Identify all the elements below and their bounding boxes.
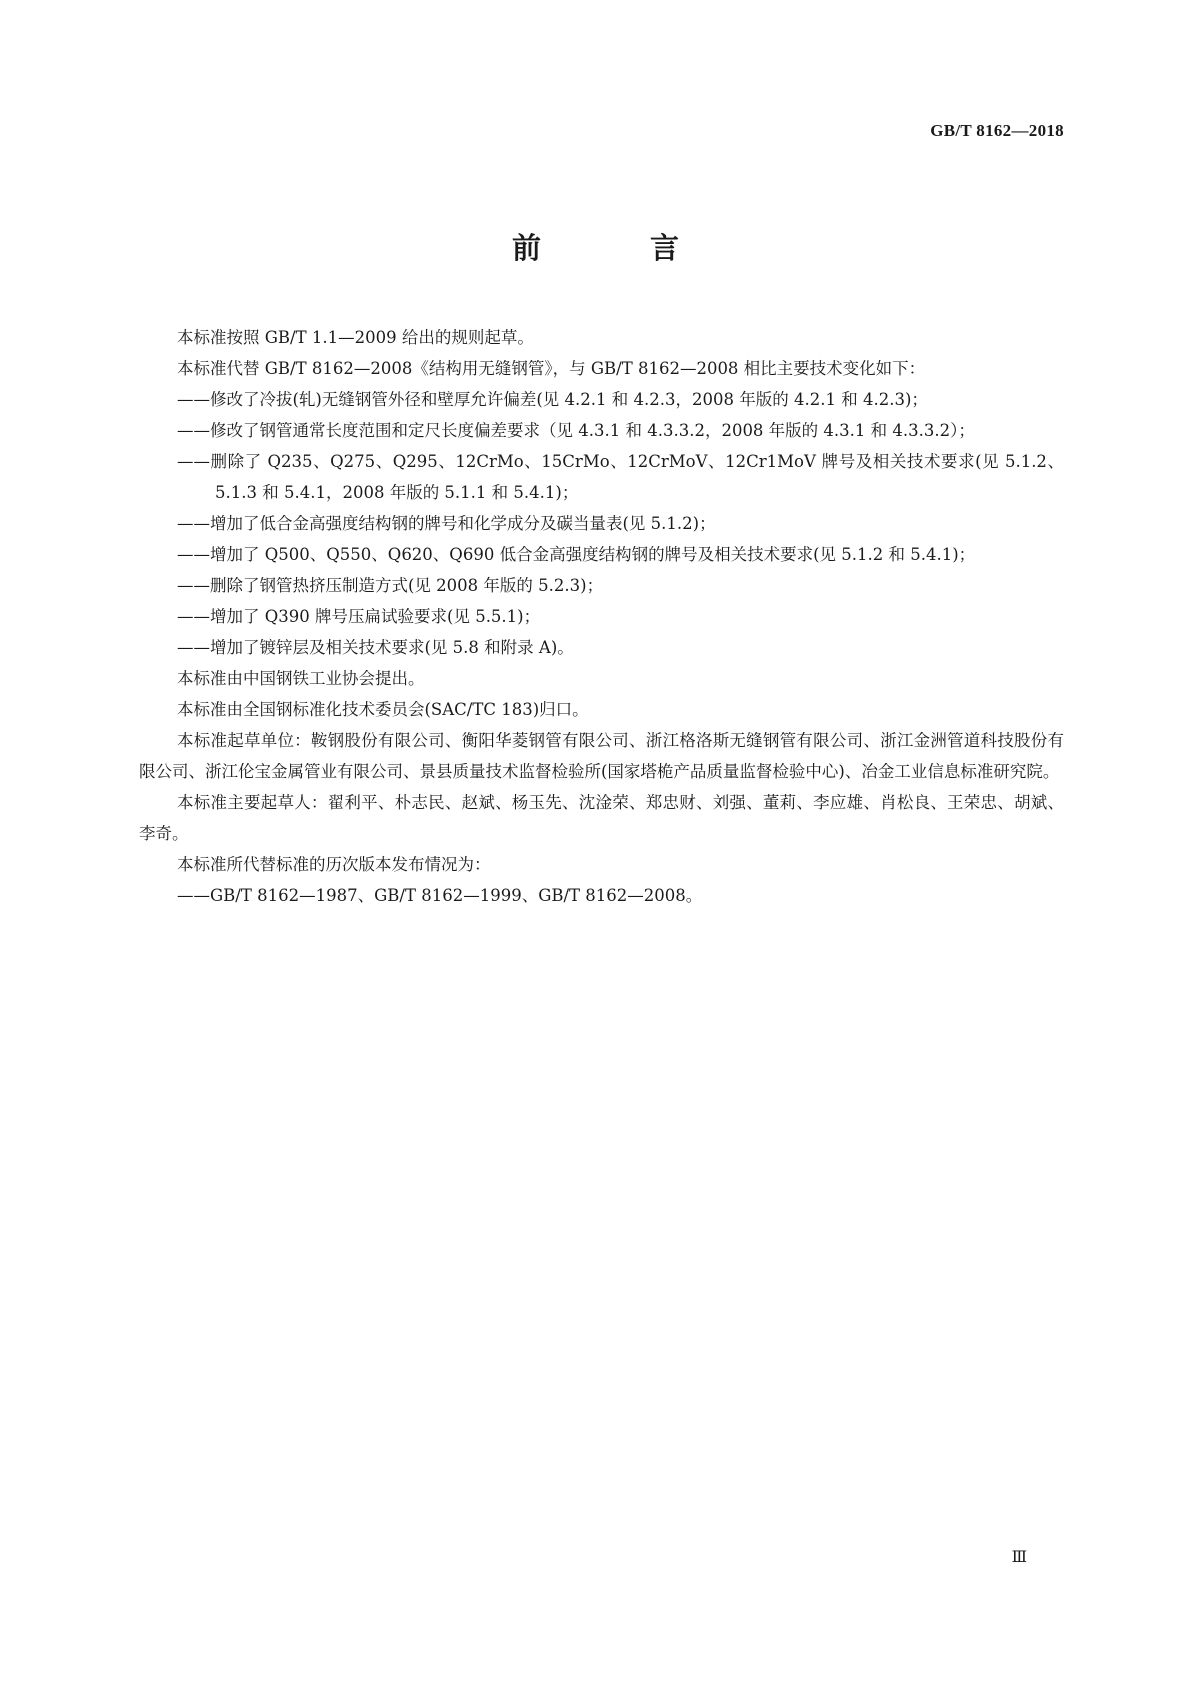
change-item: ——增加了 Q390 牌号压扁试验要求(见 5.5.1)； — [177, 607, 541, 626]
standard-code: GB/T 8162—2018 — [930, 121, 1064, 140]
paragraph: 本标准代替 GB/T 8162—2008《结构用无缝钢管》，与 GB/T 8162—2008 相比主要技术变化如下： — [177, 359, 926, 378]
foreword-body — [139, 322, 1064, 911]
page-number: Ⅲ — [1011, 1549, 1027, 1566]
page-title: 前 言 — [511, 231, 719, 265]
change-item: ——增加了 Q500、Q550、Q620、Q690 低合金高强度结构钢的牌号及相关技术要求(见 5.1.2 和 5.4.1)； — [177, 545, 976, 564]
paragraph: 本标准由中国钢铁工业协会提出。 — [177, 669, 425, 688]
drafting-units: 本标准起草单位：鞍钢股份有限公司、衡阳华菱钢管有限公司、浙江格洛斯无缝钢管有限公司、浙江金洲管道科技股份有限公司、浙江伦宝金属管业有限公司、景县质量技术监督检验所(国家塔桅产品质量监督检验中心)、冶金工业信息标准研究院。 — [139, 731, 1064, 781]
change-item: ——增加了镀锌层及相关技术要求(见 5.8 和附录 A)。 — [177, 638, 574, 657]
drafters: 本标准主要起草人：翟利平、朴志民、赵斌、杨玉先、沈淦荣、郑忠财、刘强、董莉、李应雄、肖松良、王荣忠、胡斌、李奇。 — [139, 793, 1064, 843]
change-item: ——修改了冷拔(轧)无缝钢管外径和壁厚允许偏差(见 4.2.1 和 4.2.3，2008 年版的 4.2.1 和 4.2.3)； — [177, 390, 928, 409]
history-item: ——GB/T 8162—1987、GB/T 8162—1999、GB/T 8162—2008。 — [177, 886, 703, 905]
change-item: ——删除了钢管热挤压制造方式(见 2008 年版的 5.2.3)； — [177, 576, 604, 595]
paragraph: 本标准按照 GB/T 1.1—2009 给出的规则起草。 — [177, 328, 534, 347]
change-item: ——修改了钢管通常长度范围和定尺长度偏差要求（见 4.3.1 和 4.3.3.2，2008 年版的 4.3.1 和 4.3.3.2）； — [177, 421, 975, 440]
paragraph: 本标准由全国钢标准化技术委员会(SAC/TC 183)归口。 — [177, 700, 589, 719]
change-item: ——删除了 Q235、Q275、Q295、12CrMo、15CrMo、12CrMoV、12Cr1MoV 牌号及相关技术要求(见 5.1.2、5.1.3 和 5.4.1，2008 年版的 5.1.1 和 5.4.1)； — [177, 452, 1064, 502]
paragraph: 本标准所代替标准的历次版本发布情况为： — [177, 855, 491, 874]
change-item: ——增加了低合金高强度结构钢的牌号和化学成分及碳当量表(见 5.1.2)； — [177, 514, 716, 533]
